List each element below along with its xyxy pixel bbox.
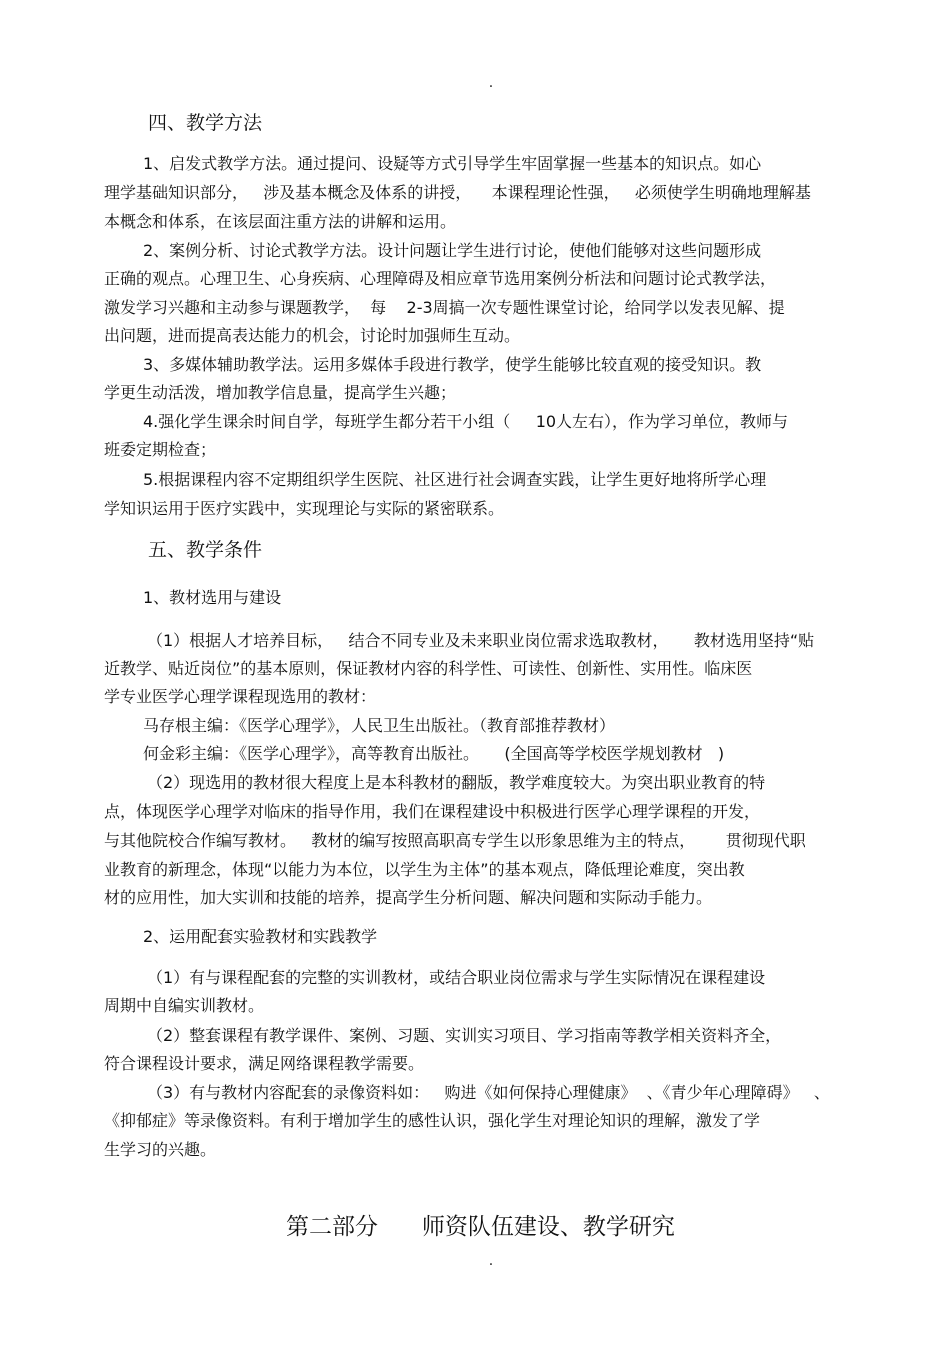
paragraph-line: （2）整套课程有教学课件、案例、习题、实训实习项目、学习指南等教学相关资料齐全， (147, 1026, 782, 1045)
paragraph-line: （1）根据人才培养目标， 结合不同专业及未来职业岗位需求选取教材， 教材选用坚持“贴 (147, 631, 815, 650)
paragraph-line: 理学基础知识部分， 涉及基本概念及体系的讲授， 本课程理论性强， 必须使学生明确地理解基 (104, 183, 811, 202)
paragraph-line: 3、多媒体辅助教学法。运用多媒体手段进行教学，使学生能够比较直观的接受知识。教 (143, 355, 762, 374)
subsection-1-heading: 1、教材选用与建设 (143, 588, 282, 607)
part-2-heading: 第二部分 师资队伍建设、教学研究 (286, 1214, 675, 1240)
subsection-2-heading: 2、运用配套实验教材和实践教学 (143, 927, 378, 946)
paragraph-line: 班委定期检查； (104, 440, 217, 459)
paragraph-line: 生学习的兴趣。 (104, 1140, 217, 1159)
paragraph-line: 与其他院校合作编写教材。 教材的编写按照高职高专学生以形象思维为主的特点， 贯彻现代职 (104, 831, 806, 850)
paragraph-line: 学更生动活泼，增加教学信息量，提高学生兴趣； (104, 383, 457, 402)
paragraph-line: 出问题，进而提高表达能力的机会，讨论时加强师生互动。 (104, 326, 521, 345)
paragraph-line: 学专业医学心理学课程现选用的教材： (104, 687, 377, 706)
paragraph-line: 符合课程设计要求，满足网络课程教学需要。 (104, 1054, 425, 1073)
paragraph-line: 5.根据课程内容不定期组织学生医院、社区进行社会调查实践，让学生更好地将所学心理 (143, 470, 767, 489)
paragraph-line: 学知识运用于医疗实践中，实现理论与实际的紧密联系。 (104, 499, 505, 518)
paragraph-line: 激发学习兴趣和主动参与课题教学， 每 2-3周搞一次专题性课堂讨论，给同学以发表见解、提 (104, 298, 785, 317)
paragraph-line: 点，体现医学心理学对临床的指导作用，我们在课程建设中积极进行医学心理学课程的开发， (104, 802, 761, 821)
footer-dot: . (488, 1253, 494, 1269)
paragraph-line: （3）有与教材内容配套的录像资料如： 购进《如何保持心理健康》 、《青少年心理障碍》 、 (147, 1083, 830, 1102)
section-5-heading: 五、教学条件 (148, 539, 263, 561)
paragraph-line: 正确的观点。心理卫生、心身疾病、心理障碍及相应章节选用案例分析法和问题讨论式教学法， (104, 269, 777, 288)
paragraph-line: （2）现选用的教材很大程度上是本科教材的翻版，教学难度较大。为突出职业教育的特 (147, 773, 766, 792)
paragraph-line: 本概念和体系，在该层面注重方法的讲解和运用。 (104, 212, 457, 231)
paragraph-line: 2、案例分析、讨论式教学方法。设计问题让学生进行讨论，使他们能够对这些问题形成 (143, 241, 762, 260)
paragraph-line: 周期中自编实训教材。 (104, 996, 265, 1015)
paragraph-line: 《抑郁症》等录像资料。有利于增加学生的感性认识，强化学生对理论知识的理解，激发了学 (104, 1111, 761, 1130)
paragraph-line: 4.强化学生课余时间自学，每班学生都分若干小组（ 10人左右），作为学习单位，教师与 (143, 412, 789, 431)
paragraph-line: 近教学、贴近岗位”的基本原则，保证教材内容的科学性、可读性、创新性、实用性。临床医 (104, 659, 753, 678)
paragraph-line: 1、启发式教学方法。通过提问、设疑等方式引导学生牢固掌握一些基本的知识点。如心 (143, 154, 762, 173)
section-4-heading: 四、教学方法 (148, 112, 263, 134)
paragraph-line: （1）有与课程配套的完整的实训教材，或结合职业岗位需求与学生实际情况在课程建设 (147, 968, 766, 987)
textbook-entry: 何金彩主编：《医学心理学》，高等教育出版社。 (全国高等学校医学规划教材 ) (143, 744, 725, 763)
header-dot: . (488, 75, 494, 91)
paragraph-line: 材的应用性，加大实训和技能的培养，提高学生分析问题、解决问题和实际动手能力。 (104, 888, 713, 907)
paragraph-line: 业教育的新理念，体现“以能力为本位，以学生为主体”的基本观点，降低理论难度，突出教 (104, 860, 745, 879)
textbook-entry: 马存根主编：《医学心理学》，人民卫生出版社。（教育部推荐教材） (143, 716, 616, 735)
